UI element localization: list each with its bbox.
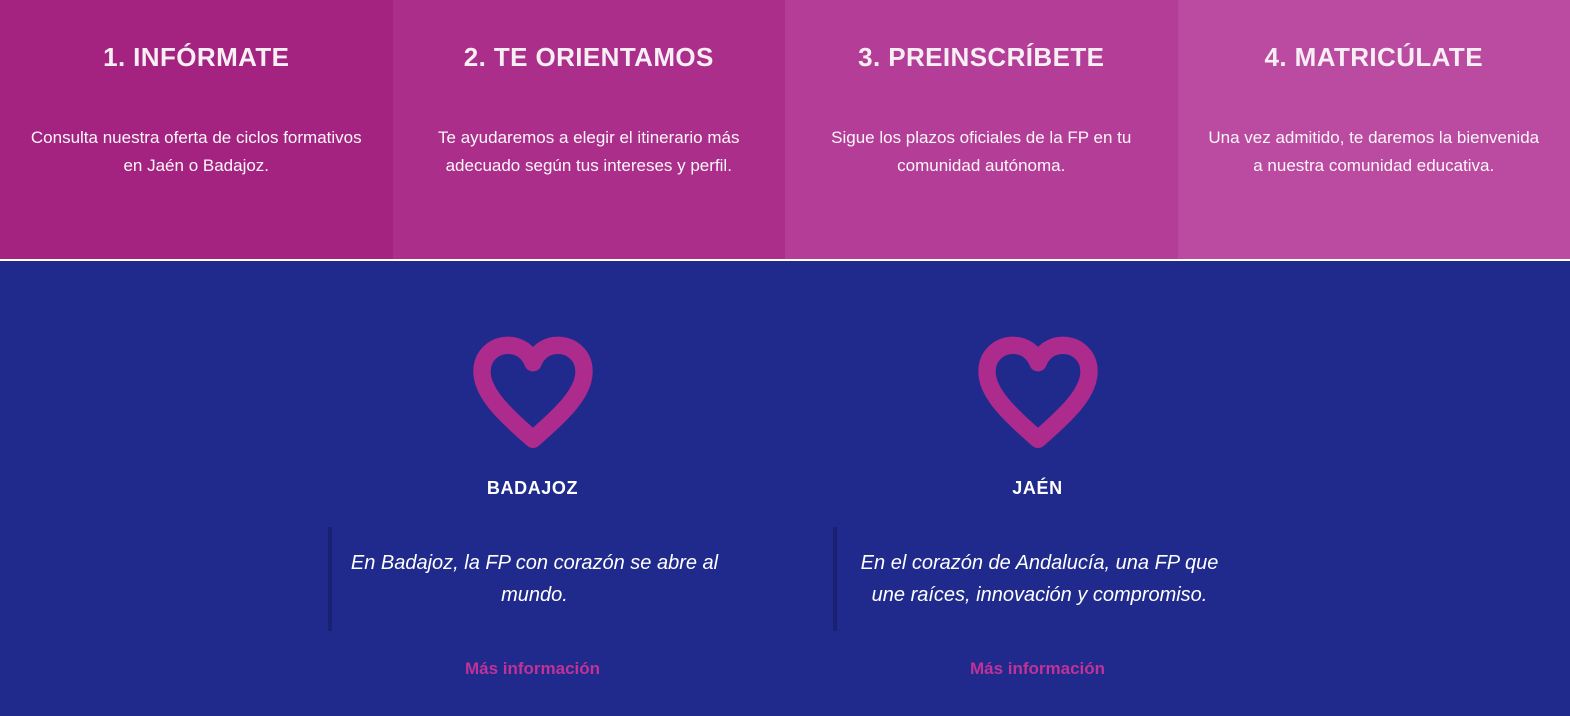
- step-title: 4. MATRICÚLATE: [1264, 42, 1483, 72]
- campus-name: JAÉN: [1012, 478, 1063, 498]
- step-title: 3. PREINSCRÍBETE: [858, 42, 1105, 72]
- heart-icon: [280, 336, 785, 448]
- campus-quote: [328, 527, 738, 631]
- campus-name: BADAJOZ: [486, 478, 579, 498]
- step-description: Una vez admitido, te daremos la bienvenida a nuestra comunidad educativa.: [1208, 128, 1540, 175]
- step-card-te-orientamos: [393, 0, 786, 259]
- enrollment-steps: [0, 0, 1570, 259]
- more-info-link-jaen[interactable]: Más información: [969, 659, 1106, 678]
- more-info-link-badajoz[interactable]: Más información: [464, 659, 601, 678]
- campus-section: [0, 261, 1570, 716]
- heart-icon: [785, 336, 1290, 448]
- step-card-matriculate: [1178, 0, 1570, 259]
- campus-quote-text: En el corazón de Andalucía, una FP que une raíces, innovación y compromiso.: [860, 552, 1219, 606]
- campus-container: [280, 261, 1290, 679]
- step-description: Sigue los plazos oficiales de la FP en tu comunidad autónoma.: [831, 128, 1132, 175]
- campus-quote: [833, 527, 1243, 631]
- step-description: Consulta nuestra oferta de ciclos formativos en Jaén o Badajoz.: [30, 128, 362, 175]
- campus-card-jaen: [785, 261, 1290, 679]
- step-title: 1. INFÓRMATE: [103, 42, 290, 72]
- step-description: Te ayudaremos a elegir el itinerario más adecuado según tus intereses y perfil.: [438, 128, 740, 175]
- campus-quote-text: En Badajoz, la FP con corazón se abre al mundo.: [350, 552, 719, 606]
- step-card-preinscribete: [785, 0, 1178, 259]
- step-card-informate: [0, 0, 393, 259]
- campus-card-badajoz: [280, 261, 785, 679]
- step-title: 2. TE ORIENTAMOS: [463, 42, 714, 72]
